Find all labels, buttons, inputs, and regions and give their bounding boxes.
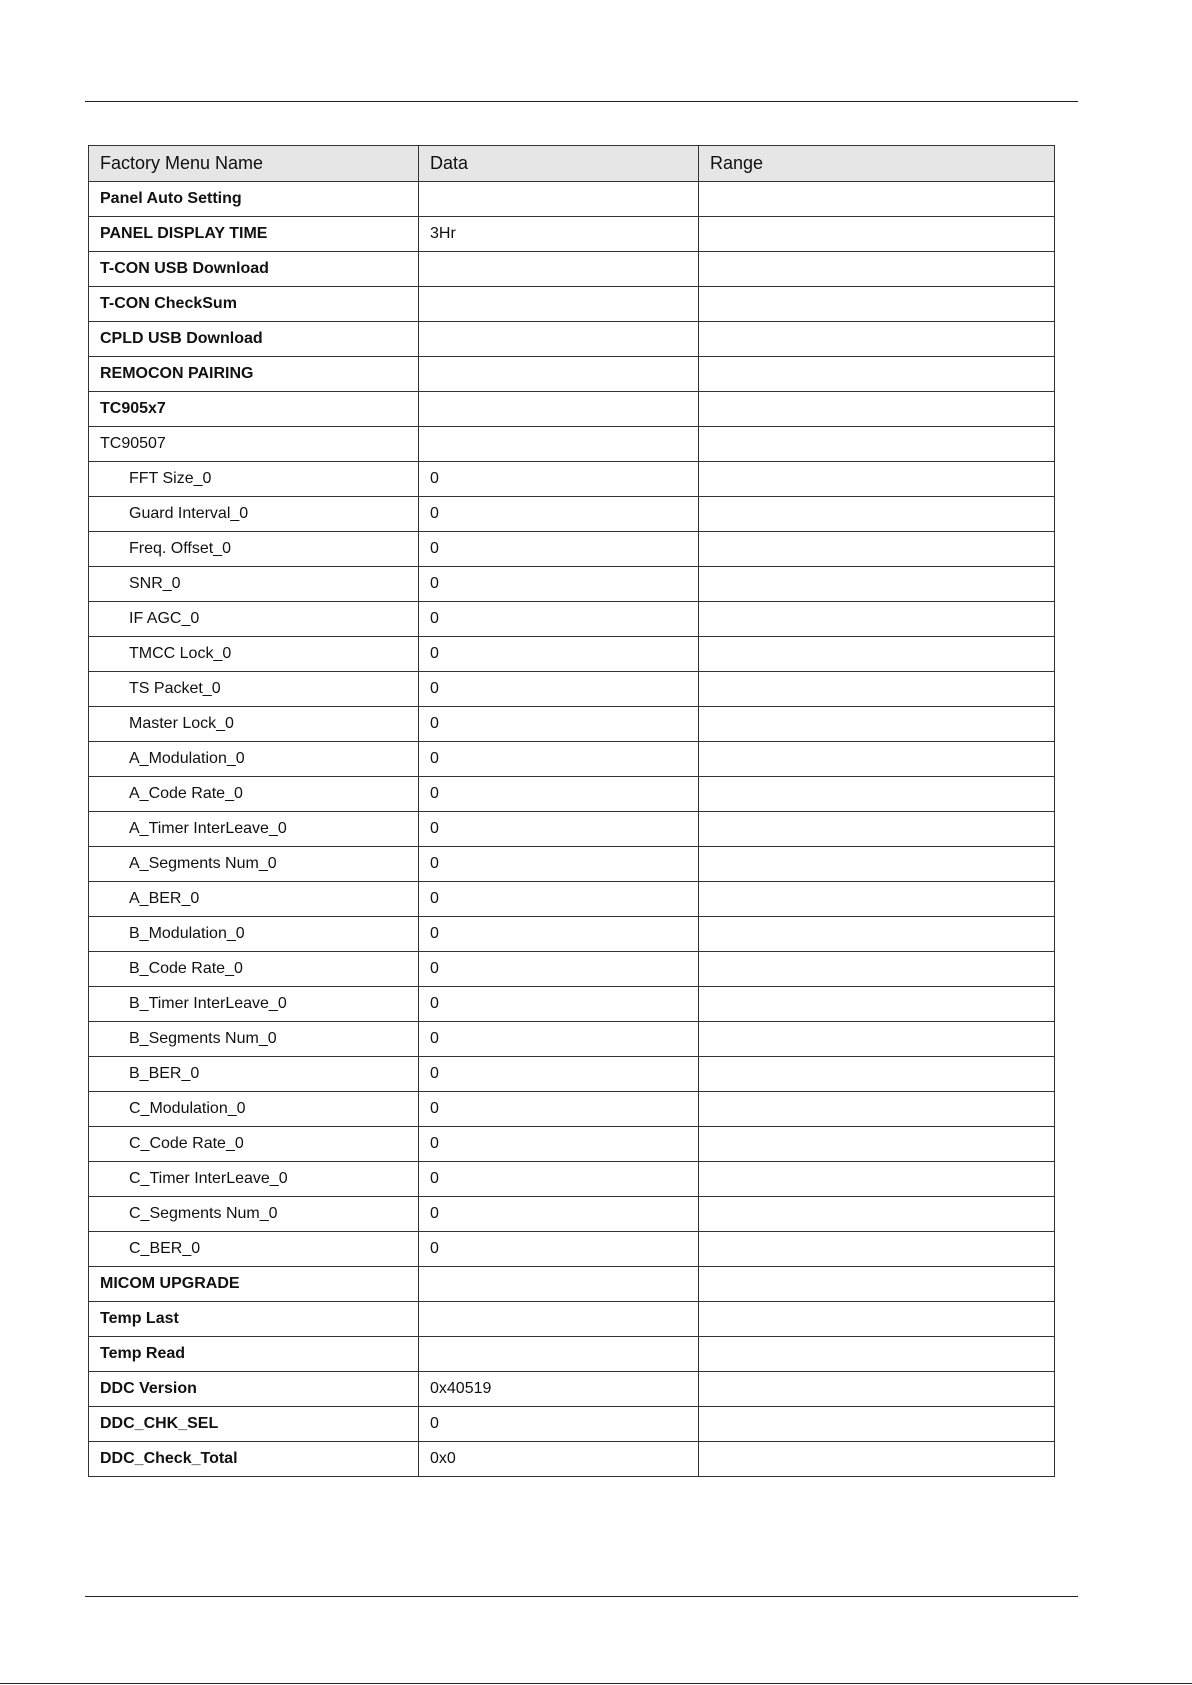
data-cell: 0 xyxy=(419,847,699,882)
data-cell: 0 xyxy=(419,812,699,847)
data-cell: 0 xyxy=(419,1162,699,1197)
data-cell xyxy=(419,427,699,462)
table-row xyxy=(89,287,1055,322)
menu-name-cell: A_Modulation_0 xyxy=(89,742,419,777)
table-row xyxy=(89,707,1055,742)
menu-name-cell: Temp Last xyxy=(89,1302,419,1337)
table-row xyxy=(89,847,1055,882)
table-row xyxy=(89,742,1055,777)
data-cell: 0 xyxy=(419,1232,699,1267)
menu-name-cell: A_Segments Num_0 xyxy=(89,847,419,882)
range-cell xyxy=(699,287,1055,322)
table-row xyxy=(89,532,1055,567)
data-cell xyxy=(419,182,699,217)
menu-name-cell: C_Code Rate_0 xyxy=(89,1127,419,1162)
table-row xyxy=(89,1442,1055,1477)
table-row xyxy=(89,1267,1055,1302)
range-cell xyxy=(699,987,1055,1022)
menu-name-cell: B_BER_0 xyxy=(89,1057,419,1092)
menu-name-cell: TMCC Lock_0 xyxy=(89,637,419,672)
range-cell xyxy=(699,567,1055,602)
data-cell: 0 xyxy=(419,917,699,952)
table-row xyxy=(89,567,1055,602)
data-cell: 0 xyxy=(419,1092,699,1127)
menu-name-cell: C_Modulation_0 xyxy=(89,1092,419,1127)
table-row xyxy=(89,882,1055,917)
range-cell xyxy=(699,1337,1055,1372)
table-row xyxy=(89,462,1055,497)
menu-name-cell: Freq. Offset_0 xyxy=(89,532,419,567)
data-cell: 0 xyxy=(419,707,699,742)
range-cell xyxy=(699,182,1055,217)
menu-name-cell: FFT Size_0 xyxy=(89,462,419,497)
range-cell xyxy=(699,742,1055,777)
table-row xyxy=(89,1337,1055,1372)
data-cell: 0 xyxy=(419,1197,699,1232)
data-cell: 0 xyxy=(419,882,699,917)
table-row xyxy=(89,1127,1055,1162)
range-cell xyxy=(699,952,1055,987)
menu-name-cell: PANEL DISPLAY TIME xyxy=(89,217,419,252)
range-cell xyxy=(699,322,1055,357)
range-cell xyxy=(699,217,1055,252)
range-cell xyxy=(699,847,1055,882)
data-cell xyxy=(419,1302,699,1337)
range-cell xyxy=(699,497,1055,532)
range-cell xyxy=(699,812,1055,847)
menu-name-cell: Temp Read xyxy=(89,1337,419,1372)
footer-rule xyxy=(85,1596,1078,1597)
range-cell xyxy=(699,777,1055,812)
range-cell xyxy=(699,1407,1055,1442)
data-cell: 0 xyxy=(419,672,699,707)
range-cell xyxy=(699,917,1055,952)
menu-name-cell: TC905x7 xyxy=(89,392,419,427)
range-cell xyxy=(699,1302,1055,1337)
table-row xyxy=(89,812,1055,847)
table-row xyxy=(89,427,1055,462)
data-cell xyxy=(419,1267,699,1302)
menu-name-cell: C_Timer InterLeave_0 xyxy=(89,1162,419,1197)
menu-name-cell: B_Modulation_0 xyxy=(89,917,419,952)
data-cell: 0 xyxy=(419,567,699,602)
menu-name-cell: Master Lock_0 xyxy=(89,707,419,742)
table-row xyxy=(89,917,1055,952)
table-row xyxy=(89,1197,1055,1232)
column-header-factory-menu-name: Factory Menu Name xyxy=(89,146,419,182)
data-cell: 0 xyxy=(419,497,699,532)
menu-name-cell: A_Timer InterLeave_0 xyxy=(89,812,419,847)
menu-name-cell: C_BER_0 xyxy=(89,1232,419,1267)
menu-name-cell: C_Segments Num_0 xyxy=(89,1197,419,1232)
table-row xyxy=(89,602,1055,637)
data-cell xyxy=(419,322,699,357)
menu-name-cell: DDC_Check_Total xyxy=(89,1442,419,1477)
data-cell: 0x0 xyxy=(419,1442,699,1477)
table-row xyxy=(89,1302,1055,1337)
menu-name-cell: MICOM UPGRADE xyxy=(89,1267,419,1302)
range-cell xyxy=(699,252,1055,287)
menu-name-cell: B_Code Rate_0 xyxy=(89,952,419,987)
header-rule xyxy=(85,101,1078,102)
range-cell xyxy=(699,602,1055,637)
range-cell xyxy=(699,427,1055,462)
menu-name-cell: REMOCON PAIRING xyxy=(89,357,419,392)
menu-name-cell: A_BER_0 xyxy=(89,882,419,917)
data-cell: 0 xyxy=(419,777,699,812)
data-cell: 0 xyxy=(419,1022,699,1057)
range-cell xyxy=(699,532,1055,567)
table-row xyxy=(89,252,1055,287)
data-cell xyxy=(419,252,699,287)
menu-name-cell: Panel Auto Setting xyxy=(89,182,419,217)
column-header-data: Data xyxy=(419,146,699,182)
menu-name-cell: IF AGC_0 xyxy=(89,602,419,637)
menu-name-cell: A_Code Rate_0 xyxy=(89,777,419,812)
data-cell: 0 xyxy=(419,602,699,637)
data-cell: 0 xyxy=(419,742,699,777)
table-row xyxy=(89,1372,1055,1407)
table-row xyxy=(89,497,1055,532)
menu-name-cell: B_Segments Num_0 xyxy=(89,1022,419,1057)
data-cell: 0 xyxy=(419,637,699,672)
data-cell: 0x40519 xyxy=(419,1372,699,1407)
factory-menu-table xyxy=(88,145,1055,1477)
table-row xyxy=(89,1407,1055,1442)
range-cell xyxy=(699,1022,1055,1057)
table-header-row xyxy=(89,146,1055,182)
table-row xyxy=(89,182,1055,217)
range-cell xyxy=(699,1442,1055,1477)
menu-name-cell: DDC Version xyxy=(89,1372,419,1407)
table-row xyxy=(89,217,1055,252)
data-cell: 0 xyxy=(419,1407,699,1442)
menu-name-cell: TS Packet_0 xyxy=(89,672,419,707)
range-cell xyxy=(699,1092,1055,1127)
data-cell: 0 xyxy=(419,987,699,1022)
data-cell xyxy=(419,357,699,392)
range-cell xyxy=(699,1162,1055,1197)
range-cell xyxy=(699,392,1055,427)
data-cell: 3Hr xyxy=(419,217,699,252)
table-row xyxy=(89,322,1055,357)
data-cell: 0 xyxy=(419,1057,699,1092)
range-cell xyxy=(699,1267,1055,1302)
table-row xyxy=(89,672,1055,707)
table-row xyxy=(89,637,1055,672)
range-cell xyxy=(699,1372,1055,1407)
range-cell xyxy=(699,357,1055,392)
range-cell xyxy=(699,672,1055,707)
data-cell: 0 xyxy=(419,952,699,987)
menu-name-cell: Guard Interval_0 xyxy=(89,497,419,532)
range-cell xyxy=(699,707,1055,742)
table-row xyxy=(89,1232,1055,1267)
menu-name-cell: T-CON CheckSum xyxy=(89,287,419,322)
table-row xyxy=(89,1092,1055,1127)
data-cell xyxy=(419,1337,699,1372)
range-cell xyxy=(699,1197,1055,1232)
menu-name-cell: T-CON USB Download xyxy=(89,252,419,287)
menu-name-cell: TC90507 xyxy=(89,427,419,462)
range-cell xyxy=(699,462,1055,497)
table-row xyxy=(89,1162,1055,1197)
data-cell: 0 xyxy=(419,532,699,567)
data-cell xyxy=(419,392,699,427)
column-header-range: Range xyxy=(699,146,1055,182)
table-row xyxy=(89,357,1055,392)
table-row xyxy=(89,1022,1055,1057)
range-cell xyxy=(699,1057,1055,1092)
data-cell xyxy=(419,287,699,322)
range-cell xyxy=(699,1232,1055,1267)
table-row xyxy=(89,1057,1055,1092)
data-cell: 0 xyxy=(419,1127,699,1162)
menu-name-cell: SNR_0 xyxy=(89,567,419,602)
table-row xyxy=(89,987,1055,1022)
table-row xyxy=(89,952,1055,987)
menu-name-cell: B_Timer InterLeave_0 xyxy=(89,987,419,1022)
range-cell xyxy=(699,637,1055,672)
menu-name-cell: DDC_CHK_SEL xyxy=(89,1407,419,1442)
menu-name-cell: CPLD USB Download xyxy=(89,322,419,357)
page-bottom-rule xyxy=(0,1683,1192,1684)
data-cell: 0 xyxy=(419,462,699,497)
range-cell xyxy=(699,1127,1055,1162)
range-cell xyxy=(699,882,1055,917)
table-row xyxy=(89,777,1055,812)
table-body xyxy=(89,182,1055,1477)
table-row xyxy=(89,392,1055,427)
